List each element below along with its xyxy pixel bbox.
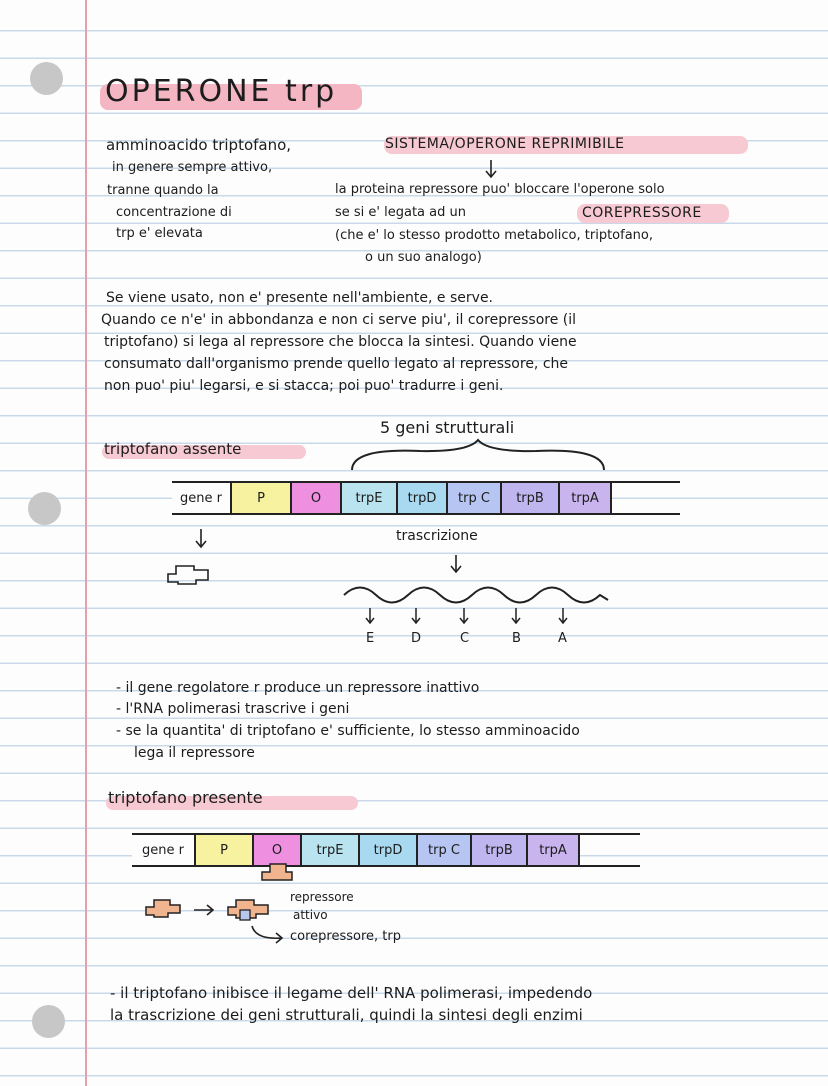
intro-right-line: se si e' legata ad un xyxy=(335,205,466,220)
mrna-letter: C xyxy=(460,631,470,646)
note-line: - se la quantita' di triptofano e' sufficiente, lo stesso amminoacido xyxy=(116,723,580,739)
mrna-letter: E xyxy=(366,631,375,646)
page-title: OPERONE trp xyxy=(105,74,338,109)
final-line: - il triptofano inibisce il legame dell' RNA polimerasi, impedendo xyxy=(110,984,593,1002)
note-line: lega il repressore xyxy=(134,745,255,761)
gene-r-segment: gene r xyxy=(132,835,196,865)
corepressore-label: corepressore, trp xyxy=(290,929,401,944)
note-line: - il gene regolatore r produce un repressore inattivo xyxy=(116,680,480,696)
transcription-label: trascrizione xyxy=(396,528,478,544)
absent-heading: triptofano assente xyxy=(104,440,242,458)
paragraph-line: non puo' piu' legarsi, e si stacca; poi puo' tradurre i geni. xyxy=(104,378,504,394)
trpB-segment: trpB xyxy=(502,483,560,513)
promoter-segment: P xyxy=(196,835,254,865)
promoter-segment: P xyxy=(232,483,292,513)
trpC-segment: trp C xyxy=(418,835,472,865)
trpA-segment: trpA xyxy=(528,835,580,865)
mrna-letter: D xyxy=(411,631,422,646)
note-line: - l'RNA polimerasi trascrive i geni xyxy=(116,701,350,717)
operator-segment: O xyxy=(254,835,302,865)
trpD-segment: trpD xyxy=(398,483,448,513)
paragraph-line: Quando ce n'e' in abbondanza e non ci serve piu', il corepressore (il xyxy=(101,312,577,328)
trpE-segment: trpE xyxy=(302,835,360,865)
attivo-label: attivo xyxy=(293,908,328,922)
operator-segment: O xyxy=(292,483,342,513)
intro-right-line: la proteina repressore puo' bloccare l'operone solo xyxy=(335,182,665,197)
paragraph-line: triptofano) si lega al repressore che blocca la sintesi. Quando viene xyxy=(104,334,577,350)
intro-right-line: o un suo analogo) xyxy=(365,250,482,265)
intro-line: amminoacido triptofano, xyxy=(106,136,292,154)
structural-genes-label: 5 geni strutturali xyxy=(380,418,515,437)
intro-left-line: in genere sempre attivo, xyxy=(112,160,273,175)
trpA-segment: trpA xyxy=(560,483,612,513)
intro-left-line: trp e' elevata xyxy=(116,226,203,241)
paragraph-line: consumato dall'organismo prende quello legato al repressore, che xyxy=(104,356,569,372)
paragraph-line: Se viene usato, non e' presente nell'ambiente, e serve. xyxy=(106,290,494,306)
trpB-segment: trpB xyxy=(472,835,528,865)
gene-r-segment: gene r xyxy=(172,483,232,513)
mrna-letter: B xyxy=(512,631,521,646)
trpE-segment: trpE xyxy=(342,483,398,513)
intro-left-line: concentrazione di xyxy=(116,205,232,220)
corepressore-term: COREPRESSORE xyxy=(582,205,702,221)
trpD-segment: trpD xyxy=(360,835,418,865)
intro-left-line: tranne quando la xyxy=(107,183,219,198)
present-heading: triptofano presente xyxy=(108,788,263,807)
trpC-segment: trp C xyxy=(448,483,502,513)
reprimibile-heading: SISTEMA/OPERONE REPRIMIBILE xyxy=(385,136,625,152)
final-line: la trascrizione dei geni strutturali, quindi la sintesi degli enzimi xyxy=(110,1006,583,1024)
repressore-label: repressore xyxy=(290,890,354,904)
intro-right-line: (che e' lo stesso prodotto metabolico, triptofano, xyxy=(335,228,653,243)
mrna-letter: A xyxy=(558,631,567,646)
